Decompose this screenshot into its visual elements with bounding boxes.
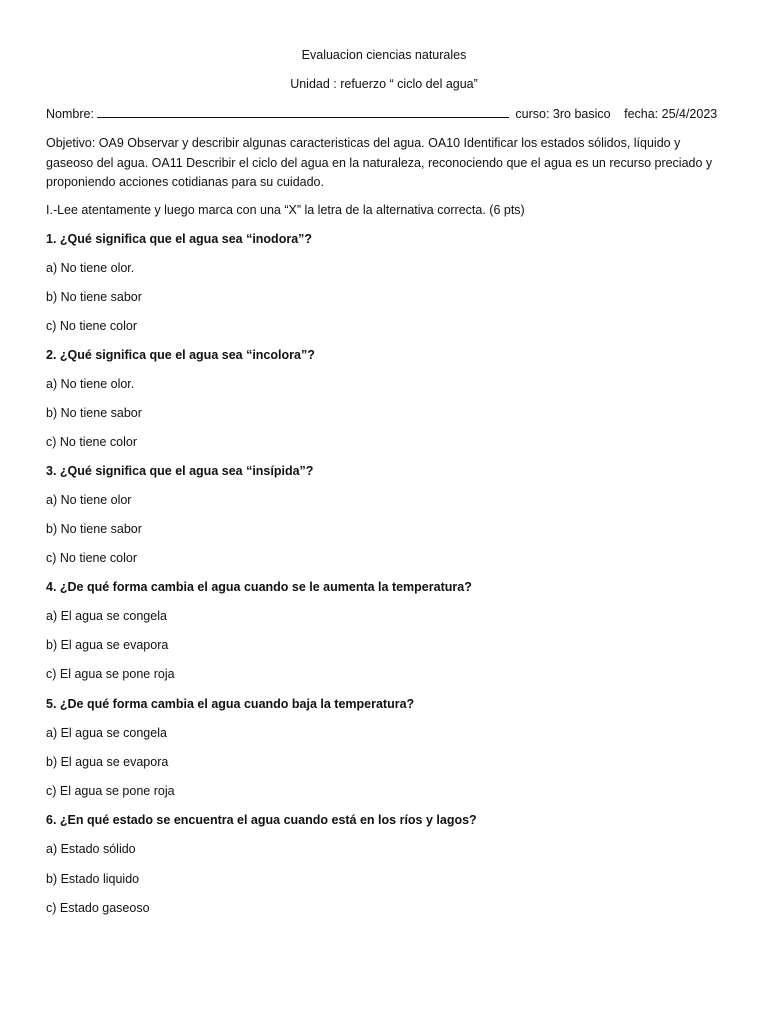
question-5: 5. ¿De qué forma cambia el agua cuando baja la temperatura? [46, 697, 415, 711]
question-4: 4. ¿De qué forma cambia el agua cuando se le aumenta la temperatura? [46, 580, 472, 594]
question-3-option-a[interactable]: a) No tiene olor [46, 493, 132, 507]
student-info-row [46, 105, 718, 122]
question-5-option-a[interactable]: a) El agua se congela [46, 726, 167, 740]
question-4-option-b[interactable]: b) El agua se evapora [46, 638, 169, 652]
objective-paragraph: Objetivo: OA9 Observar y describir algunas caracteristicas del agua. OA10 Identificar los estados sólidos, líquido y gaseoso del agua. OA11 Describir el ciclo del agua en la naturaleza, reconociendo que el agua es un recurso preciado y proponiendo acciones cotidianas para su cuidado. [46, 136, 713, 189]
question-4-option-c[interactable]: c) El agua se pone roja [46, 667, 175, 681]
question-1-option-b[interactable]: b) No tiene sabor [46, 290, 142, 304]
question-5-option-c[interactable]: c) El agua se pone roja [46, 784, 175, 798]
question-4-option-a[interactable]: a) El agua se congela [46, 609, 167, 623]
question-3: 3. ¿Qué significa que el agua sea “insípida”? [46, 464, 314, 478]
name-fill-line[interactable] [97, 105, 509, 118]
question-2-option-b[interactable]: b) No tiene sabor [46, 406, 142, 420]
question-1-option-a[interactable]: a) No tiene olor. [46, 261, 135, 275]
question-1: 1. ¿Qué significa que el agua sea “inodora”? [46, 232, 313, 246]
question-3-option-b[interactable]: b) No tiene sabor [46, 522, 142, 536]
question-6: 6. ¿En qué estado se encuentra el agua cuando está en los ríos y lagos? [46, 813, 477, 827]
question-5-option-b[interactable]: b) El agua se evapora [46, 755, 169, 769]
question-2-option-a[interactable]: a) No tiene olor. [46, 377, 135, 391]
date-label: fecha: 25/4/2023 [624, 107, 718, 121]
course-label: curso: 3ro basico [515, 107, 611, 121]
unit-title: Unidad : refuerzo “ ciclo del agua” [290, 77, 478, 91]
name-label: Nombre: [46, 107, 94, 121]
instructions: I.-Lee atentamente y luego marca con una “X” la letra de la alternativa correcta. (6 pts) [46, 203, 525, 217]
document-title: Evaluacion ciencias naturales [301, 48, 467, 62]
question-3-option-c[interactable]: c) No tiene color [46, 551, 138, 565]
question-2: 2. ¿Qué significa que el agua sea “incolora”? [46, 348, 315, 362]
question-1-option-c[interactable]: c) No tiene color [46, 319, 138, 333]
question-6-option-b[interactable]: b) Estado liquido [46, 872, 140, 886]
question-2-option-c[interactable]: c) No tiene color [46, 435, 138, 449]
question-6-option-c[interactable]: c) Estado gaseoso [46, 901, 150, 915]
question-6-option-a[interactable]: a) Estado sólido [46, 842, 136, 856]
